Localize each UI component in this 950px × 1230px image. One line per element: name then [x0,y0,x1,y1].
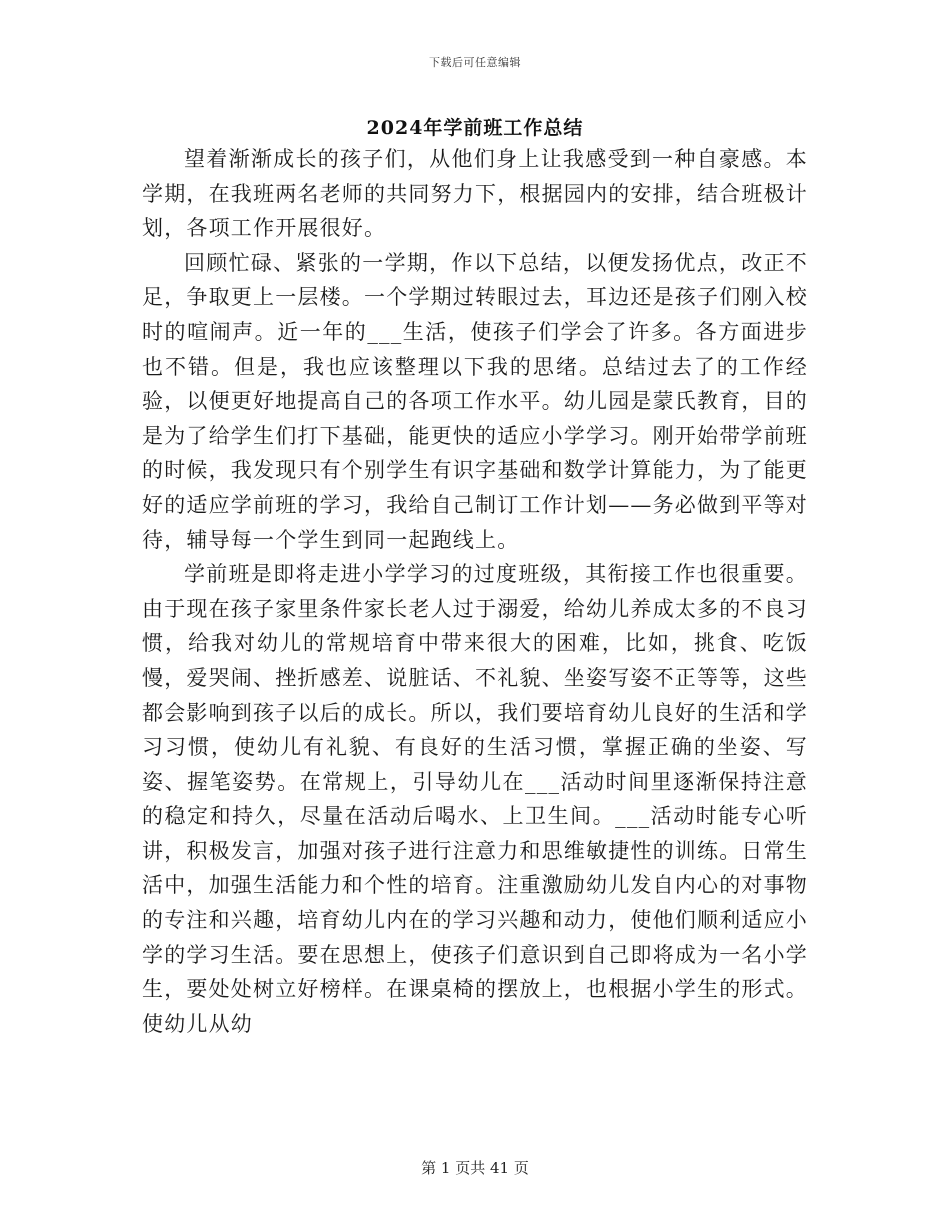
paragraph-3: 学前班是即将走进小学学习的过度班级，其衔接工作也很重要。由于现在孩子家里条件家长老人过于溺爱，给幼儿养成太多的不良习惯，给我对幼儿的常规培育中带来很大的困难，比如，挑食、吃饭慢，爱哭闹、挫折感差、说脏话、不礼貌、坐姿写姿不正等等，这些都会影响到孩子以后的成长。所以，我们要培育幼儿良好的生活和学习习惯，使幼儿有礼貌、有良好的生活习惯，掌握正确的坐姿、写姿、握笔姿势。在常规上，引导幼儿在___活动时间里逐渐保持注意的稳定和持久，尽量在活动后喝水、上卫生间。___活动时能专心听讲，积极发言，加强对孩子进行注意力和思维敏捷性的训练。日常生活中，加强生活能力和个性的培育。注重激励幼儿发自内心的对事物的专注和兴趣，培育幼儿内在的学习兴趣和动力，使他们顺利适应小学的学习生活。要在思想上，使孩子们意识到自己即将成为一名小学生，要处处树立好榜样。在课桌椅的摆放上，也根据小学生的形式。使幼儿从幼 [142,562,808,1036]
paragraph-2: 回顾忙碌、紧张的一学期，作以下总结，以便发扬优点，改正不足，争取更上一层楼。一个学期过转眼过去，耳边还是孩子们刚入校时的喧闹声。近一年的___生活，使孩子们学会了许多。各方面进步也不错。但是，我也应该整理以下我的思绪。总结过去了的工作经验，以便更好地提高自己的各项工作水平。幼儿园是蒙氏教育，目的是为了给学生们打下基础，能更快的适应小学学习。刚开始带学前班的时候，我发现只有个别学生有识字基础和数学计算能力，为了能更好的适应学前班的学习，我给自己制订工作计划——务必做到平等对待，辅导每一个学生到同一起跑线上。 [142,250,808,552]
document-body [142,142,808,1041]
page-footer: 第 1 页共 41 页 [421,1159,529,1177]
document-title: 2024年学前班工作总结 [366,117,584,139]
header-note: 下载后可任意编辑 [429,56,521,69]
paragraph-1: 望着渐渐成长的孩子们，从他们身上让我感受到一种自豪感。本学期，在我班两名老师的共同努力下，根据园内的安排，结合班极计划，各项工作开展很好。 [142,147,808,241]
